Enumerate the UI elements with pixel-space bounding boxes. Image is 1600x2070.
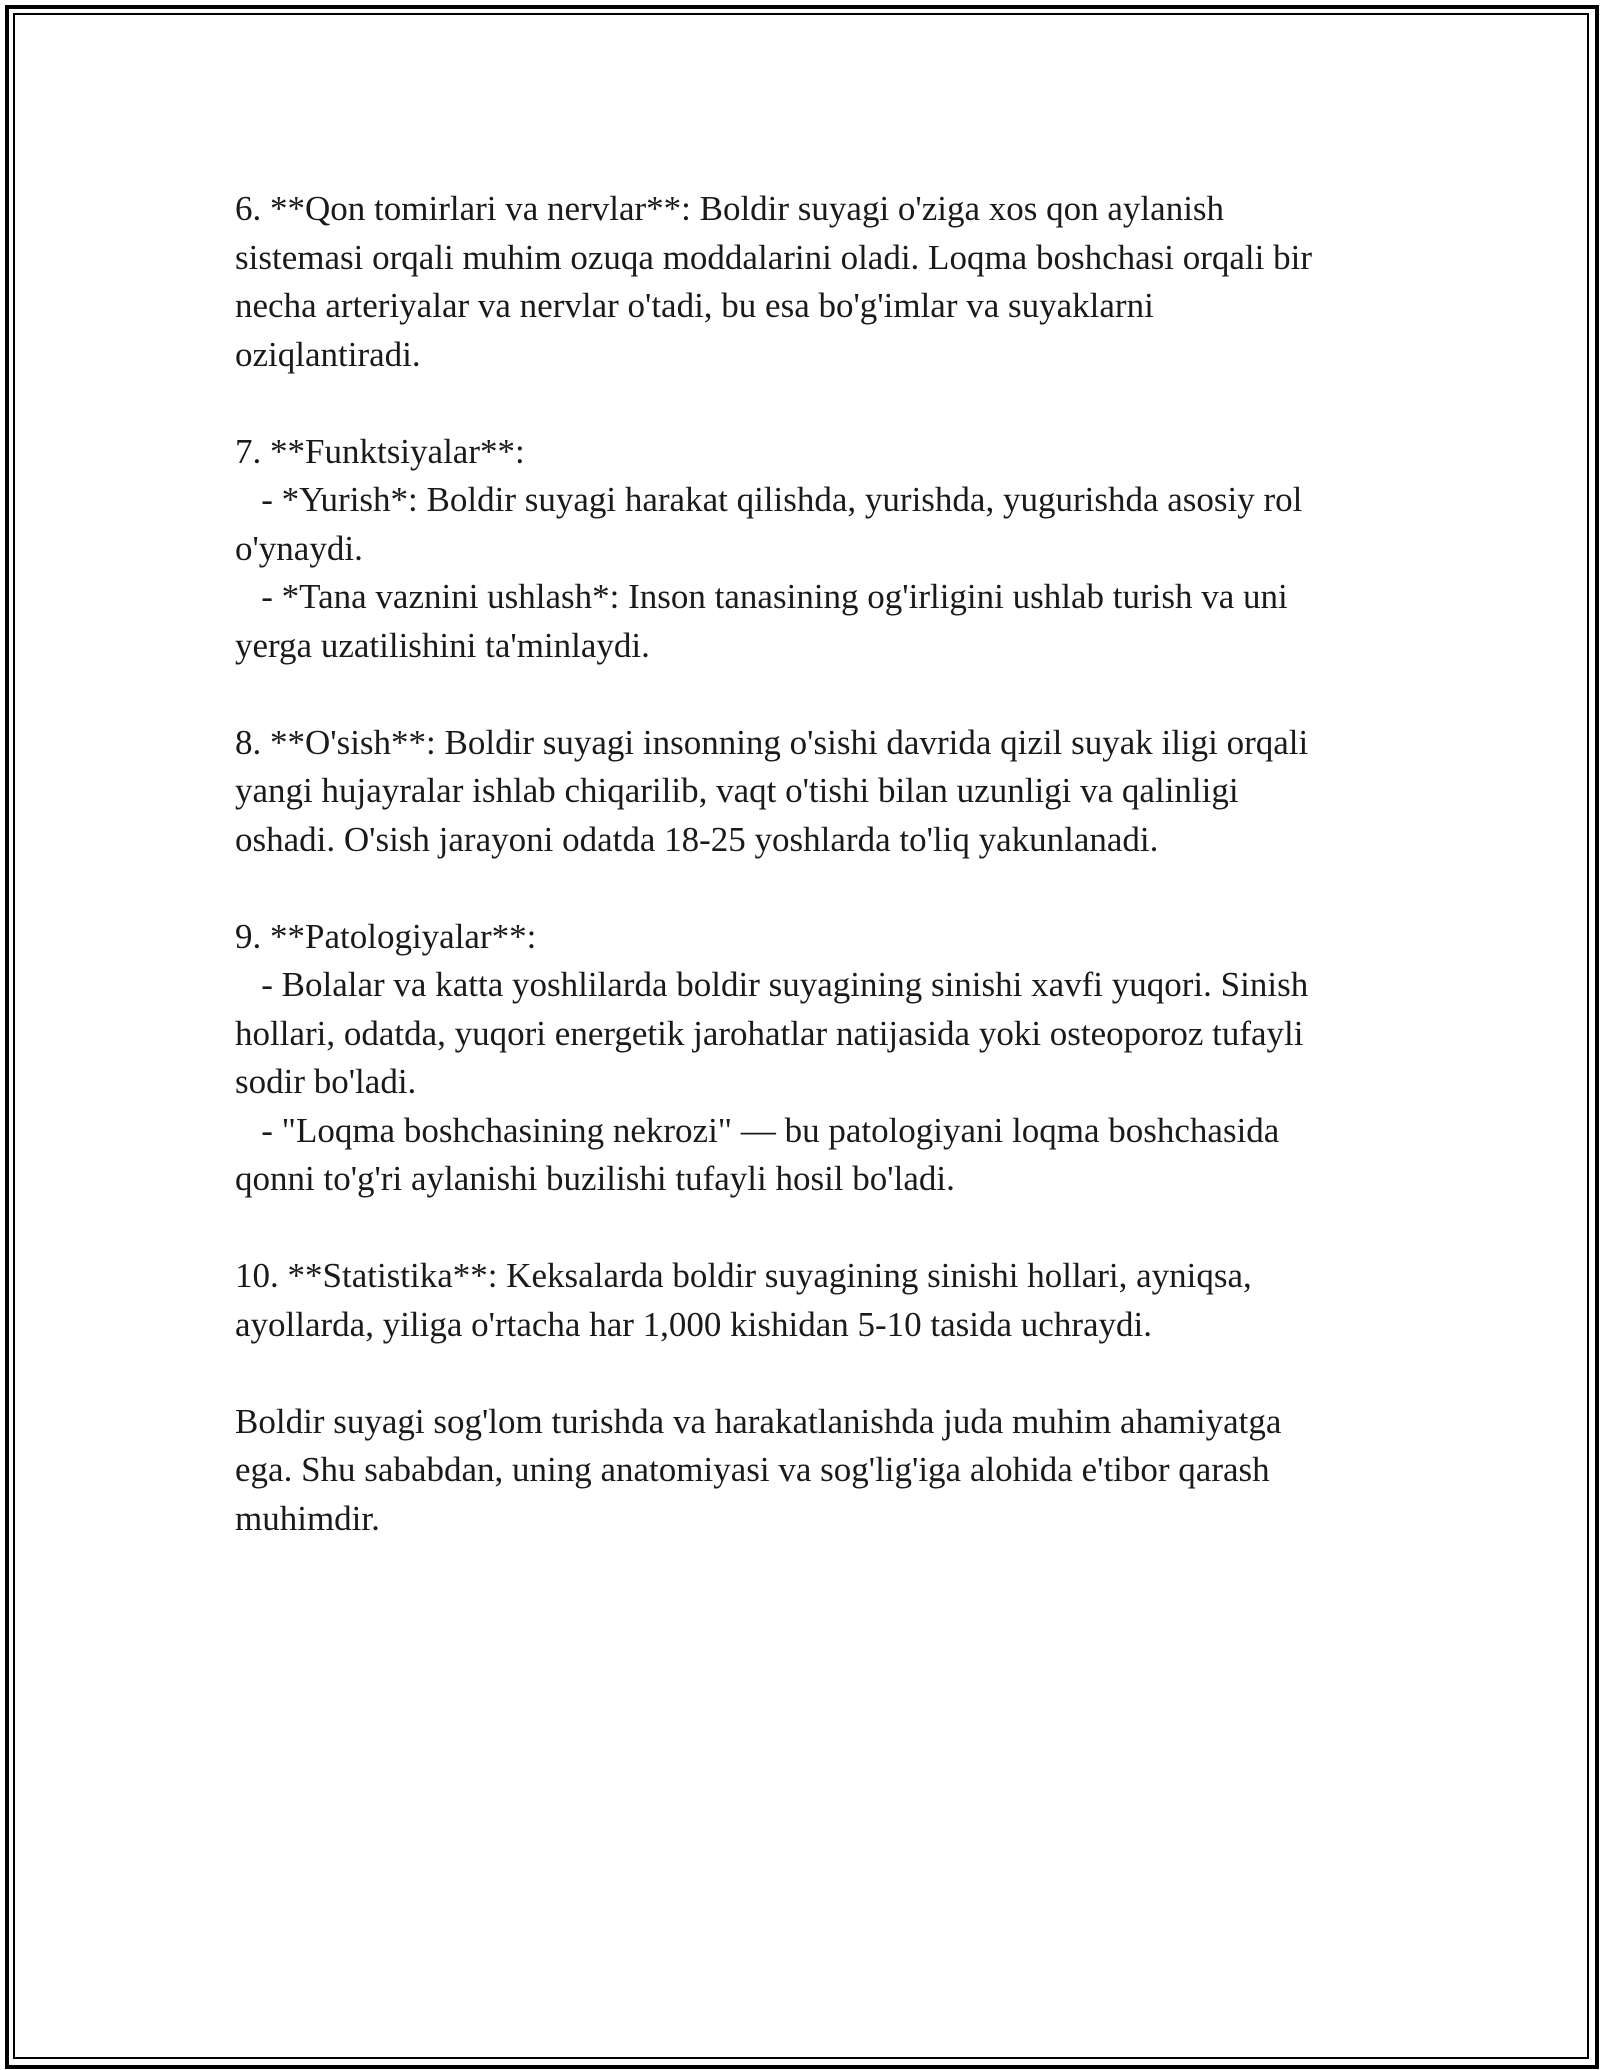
text-line: yangi hujayralar ishlab chiqarilib, vaqt o'tishi bilan uzunligi va qalinligi (235, 771, 1239, 810)
paragraph-statistics (235, 1252, 1380, 1349)
text-line: 9. **Patologiyalar**: (235, 916, 537, 956)
text-line: 6. **Qon tomirlari va nervlar**: Boldir suyagi o'ziga xos qon aylanish (235, 189, 1225, 228)
paragraph-pathologies (235, 913, 1380, 1204)
text-line: 8. **O'sish**: Boldir suyagi insonning o'sishi davrida qizil suyak iligi orqali (235, 722, 1309, 762)
text-line: - *Yurish*: Boldir suyagi harakat qilishda, yurishda, yugurishda asosiy rol (235, 480, 1303, 519)
text-line: muhimdir. (235, 1498, 380, 1538)
text-line: qonni to'g'ri aylanishi buzilishi tufayli hosil bo'ladi. (235, 1159, 955, 1198)
text-line: 7. **Funktsiyalar**: (235, 431, 525, 471)
text-line: yerga uzatilishini ta'minlaydi. (235, 625, 650, 665)
text-line: o'ynaydi. (235, 528, 363, 568)
text-line: 10. **Statistika**: Keksalarda boldir suyagining sinishi hollari, ayniqsa, (235, 1256, 1252, 1295)
paragraph-blood-vessels-nerves (235, 185, 1380, 379)
text-line: oshadi. O'sish jarayoni odatda 18-25 yoshlarda to'liq yakunlanadi. (235, 819, 1159, 859)
text-line: - *Tana vaznini ushlash*: Inson tanasining og'irligini ushlab turish va uni (235, 577, 1288, 616)
text-line: ega. Shu sababdan, uning anatomiyasi va sog'lig'iga alohida e'tibor qarash (235, 1450, 1270, 1489)
paragraph-growth (235, 719, 1380, 865)
text-line: - "Loqma boshchasining nekrozi" — bu patologiyani loqma boshchasida (235, 1110, 1280, 1150)
document-body (235, 185, 1380, 1543)
paragraph-functions (235, 428, 1380, 671)
text-line: Boldir suyagi sog'lom turishda va harakatlanishda juda muhim ahamiyatga (235, 1401, 1282, 1441)
text-line: necha arteriyalar va nervlar o'tadi, bu esa bo'g'imlar va suyaklarni (235, 286, 1154, 325)
text-line: oziqlantiradi. (235, 334, 421, 374)
text-line: ayollarda, yiliga o'rtacha har 1,000 kishidan 5-10 tasida uchraydi. (235, 1304, 1152, 1344)
text-line: hollari, odatda, yuqori energetik jarohatlar natijasida yoki osteoporoz tufayli (235, 1013, 1304, 1053)
text-line: sistemasi orqali muhim ozuqa moddalarini oladi. Loqma boshchasi orqali bir (235, 237, 1313, 277)
paragraph-conclusion (235, 1398, 1380, 1544)
text-line: - Bolalar va katta yoshlilarda boldir suyagining sinishi xavfi yuqori. Sinish (235, 965, 1309, 1004)
text-line: sodir bo'ladi. (235, 1062, 417, 1101)
